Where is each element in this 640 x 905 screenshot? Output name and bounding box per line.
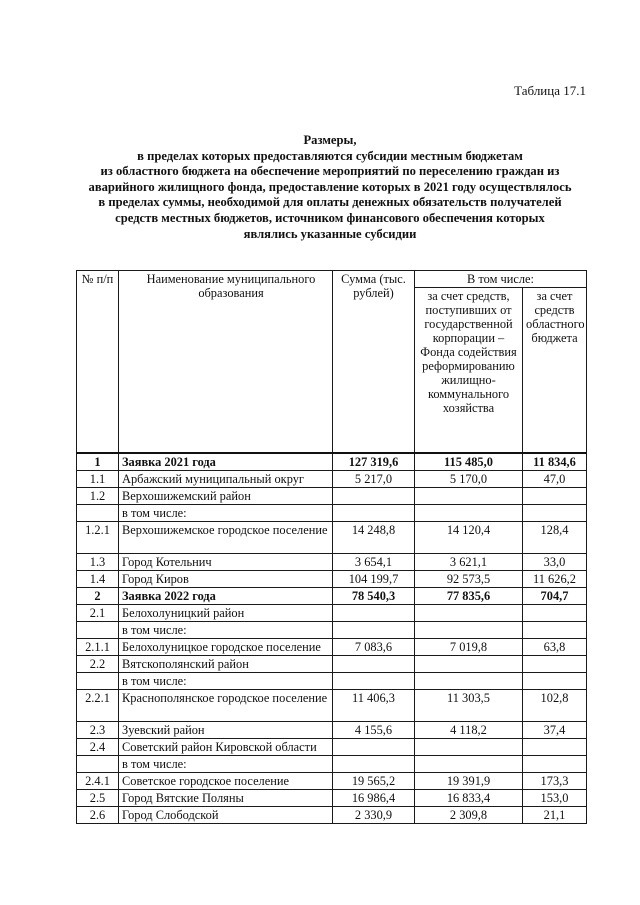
row-sum: 2 330,9: [333, 807, 415, 824]
row-sum: [333, 605, 415, 622]
heading-line: средств местных бюджетов, источником финансового обеспечения которых: [115, 210, 545, 225]
row-fund: [415, 505, 523, 522]
header-regional: за счет средств областного бюджета: [523, 288, 587, 454]
table-header-row: [77, 271, 587, 288]
document-heading: [70, 133, 590, 242]
table-row: [77, 554, 587, 571]
row-num: [77, 756, 119, 773]
row-sum: 3 654,1: [333, 554, 415, 571]
row-fund: 3 621,1: [415, 554, 523, 571]
heading-line: аварийного жилищного фонда, предоставление которых в 2021 году осуществлялось: [88, 179, 572, 194]
row-num: 1.3: [77, 554, 119, 571]
row-fund: 7 019,8: [415, 639, 523, 656]
row-fund: 5 170,0: [415, 471, 523, 488]
row-regional: 21,1: [523, 807, 587, 824]
table-row: [77, 639, 587, 656]
row-sum: 127 319,6: [333, 453, 415, 471]
row-name: Город Слободской: [119, 807, 333, 824]
row-regional: 33,0: [523, 554, 587, 571]
table-row: [77, 773, 587, 790]
table-row: [77, 488, 587, 505]
heading-line: в пределах которых предоставляются субсидии местным бюджетам: [137, 148, 523, 163]
row-sum: [333, 756, 415, 773]
row-num: 1.2.1: [77, 522, 119, 554]
table-row: [77, 471, 587, 488]
row-sum: [333, 488, 415, 505]
row-name: Город Киров: [119, 571, 333, 588]
row-regional: [523, 605, 587, 622]
row-fund: [415, 756, 523, 773]
row-sum: [333, 622, 415, 639]
row-sum: [333, 505, 415, 522]
row-sum: [333, 673, 415, 690]
row-num: 2.2.1: [77, 690, 119, 722]
row-sum: 5 217,0: [333, 471, 415, 488]
row-fund: 14 120,4: [415, 522, 523, 554]
table-row: [77, 756, 587, 773]
row-regional: 128,4: [523, 522, 587, 554]
row-fund: 77 835,6: [415, 588, 523, 605]
row-num: 1.2: [77, 488, 119, 505]
row-fund: 16 833,4: [415, 790, 523, 807]
row-num: 2.4.1: [77, 773, 119, 790]
subsidy-table: [76, 270, 587, 824]
table-row: [77, 722, 587, 739]
heading-line: Размеры,: [303, 133, 357, 147]
row-fund: 19 391,9: [415, 773, 523, 790]
heading-line: являлись указанные субсидии: [243, 226, 417, 241]
row-fund: [415, 622, 523, 639]
row-name: Советский район Кировской области: [119, 739, 333, 756]
row-name: Советское городское поселение: [119, 773, 333, 790]
row-sum: 16 986,4: [333, 790, 415, 807]
row-num: 1.4: [77, 571, 119, 588]
row-num: 2.3: [77, 722, 119, 739]
table-row: [77, 656, 587, 673]
row-sum: 7 083,6: [333, 639, 415, 656]
row-regional: 173,3: [523, 773, 587, 790]
table-row: [77, 522, 587, 554]
row-regional: [523, 739, 587, 756]
table-row: [77, 790, 587, 807]
row-sum: 4 155,6: [333, 722, 415, 739]
table-summary-row: [77, 453, 587, 471]
row-num: 2.2: [77, 656, 119, 673]
row-fund: 4 118,2: [415, 722, 523, 739]
row-regional: 102,8: [523, 690, 587, 722]
row-sum: [333, 656, 415, 673]
row-fund: [415, 739, 523, 756]
row-name: Зуевский район: [119, 722, 333, 739]
header-fund: за счет средств, поступивших от государственной корпорации – Фонда содействия реформированию жилищно-коммунального хозяйства: [415, 288, 523, 454]
row-num: 2.1.1: [77, 639, 119, 656]
row-name: в том числе:: [119, 756, 333, 773]
row-name: Арбажский муниципальный округ: [119, 471, 333, 488]
row-regional: 47,0: [523, 471, 587, 488]
row-sum: 11 406,3: [333, 690, 415, 722]
row-num: 2.1: [77, 605, 119, 622]
row-regional: 37,4: [523, 722, 587, 739]
row-regional: 11 626,2: [523, 571, 587, 588]
row-name: Белохолуницкий район: [119, 605, 333, 622]
row-name: в том числе:: [119, 622, 333, 639]
table-summary-row: [77, 588, 587, 605]
row-sum: 14 248,8: [333, 522, 415, 554]
row-regional: [523, 656, 587, 673]
row-regional: [523, 505, 587, 522]
row-fund: 115 485,0: [415, 453, 523, 471]
row-name: в том числе:: [119, 505, 333, 522]
row-name: Город Котельнич: [119, 554, 333, 571]
row-name: Вятскополянский район: [119, 656, 333, 673]
row-regional: 63,8: [523, 639, 587, 656]
row-regional: 11 834,6: [523, 453, 587, 471]
row-name: Город Вятские Поляны: [119, 790, 333, 807]
row-num: [77, 622, 119, 639]
row-name: Верхошижемский район: [119, 488, 333, 505]
table-row: [77, 505, 587, 522]
header-num: № п/п: [77, 271, 119, 454]
heading-line: из областного бюджета на обеспечение мероприятий по переселению граждан из: [100, 164, 560, 179]
header-name: Наименование муниципального образования: [119, 271, 333, 454]
row-num: 2.5: [77, 790, 119, 807]
row-num: 1.1: [77, 471, 119, 488]
table-row: [77, 571, 587, 588]
header-including: В том числе:: [415, 271, 587, 288]
row-num: 2.6: [77, 807, 119, 824]
row-regional: 704,7: [523, 588, 587, 605]
row-fund: 11 303,5: [415, 690, 523, 722]
row-fund: [415, 605, 523, 622]
row-name: Заявка 2022 года: [119, 588, 333, 605]
row-num: 2: [77, 588, 119, 605]
row-fund: [415, 656, 523, 673]
table-row: [77, 690, 587, 722]
table-number-label: Таблица 17.1: [514, 83, 586, 98]
row-regional: [523, 622, 587, 639]
row-sum: [333, 739, 415, 756]
table-row: [77, 622, 587, 639]
row-name: Краснополянское городское поселение: [119, 690, 333, 722]
row-name: Заявка 2021 года: [119, 453, 333, 471]
table-row: [77, 673, 587, 690]
row-num: 2.4: [77, 739, 119, 756]
row-regional: [523, 756, 587, 773]
row-name: Белохолуницкое городское поселение: [119, 639, 333, 656]
row-fund: [415, 673, 523, 690]
row-num: [77, 505, 119, 522]
row-regional: [523, 488, 587, 505]
row-fund: 2 309,8: [415, 807, 523, 824]
row-fund: [415, 488, 523, 505]
row-regional: 153,0: [523, 790, 587, 807]
row-sum: 78 540,3: [333, 588, 415, 605]
row-regional: [523, 673, 587, 690]
header-sum: Сумма (тыс. рублей): [333, 271, 415, 454]
table-row: [77, 739, 587, 756]
table-row: [77, 605, 587, 622]
row-fund: 92 573,5: [415, 571, 523, 588]
row-num: [77, 673, 119, 690]
row-sum: 104 199,7: [333, 571, 415, 588]
row-sum: 19 565,2: [333, 773, 415, 790]
table-row: [77, 807, 587, 824]
heading-line: в пределах суммы, необходимой для оплаты денежных обязательств получателей: [98, 195, 562, 210]
row-name: в том числе:: [119, 673, 333, 690]
row-name: Верхошижемское городское поселение: [119, 522, 333, 554]
row-num: 1: [77, 453, 119, 471]
